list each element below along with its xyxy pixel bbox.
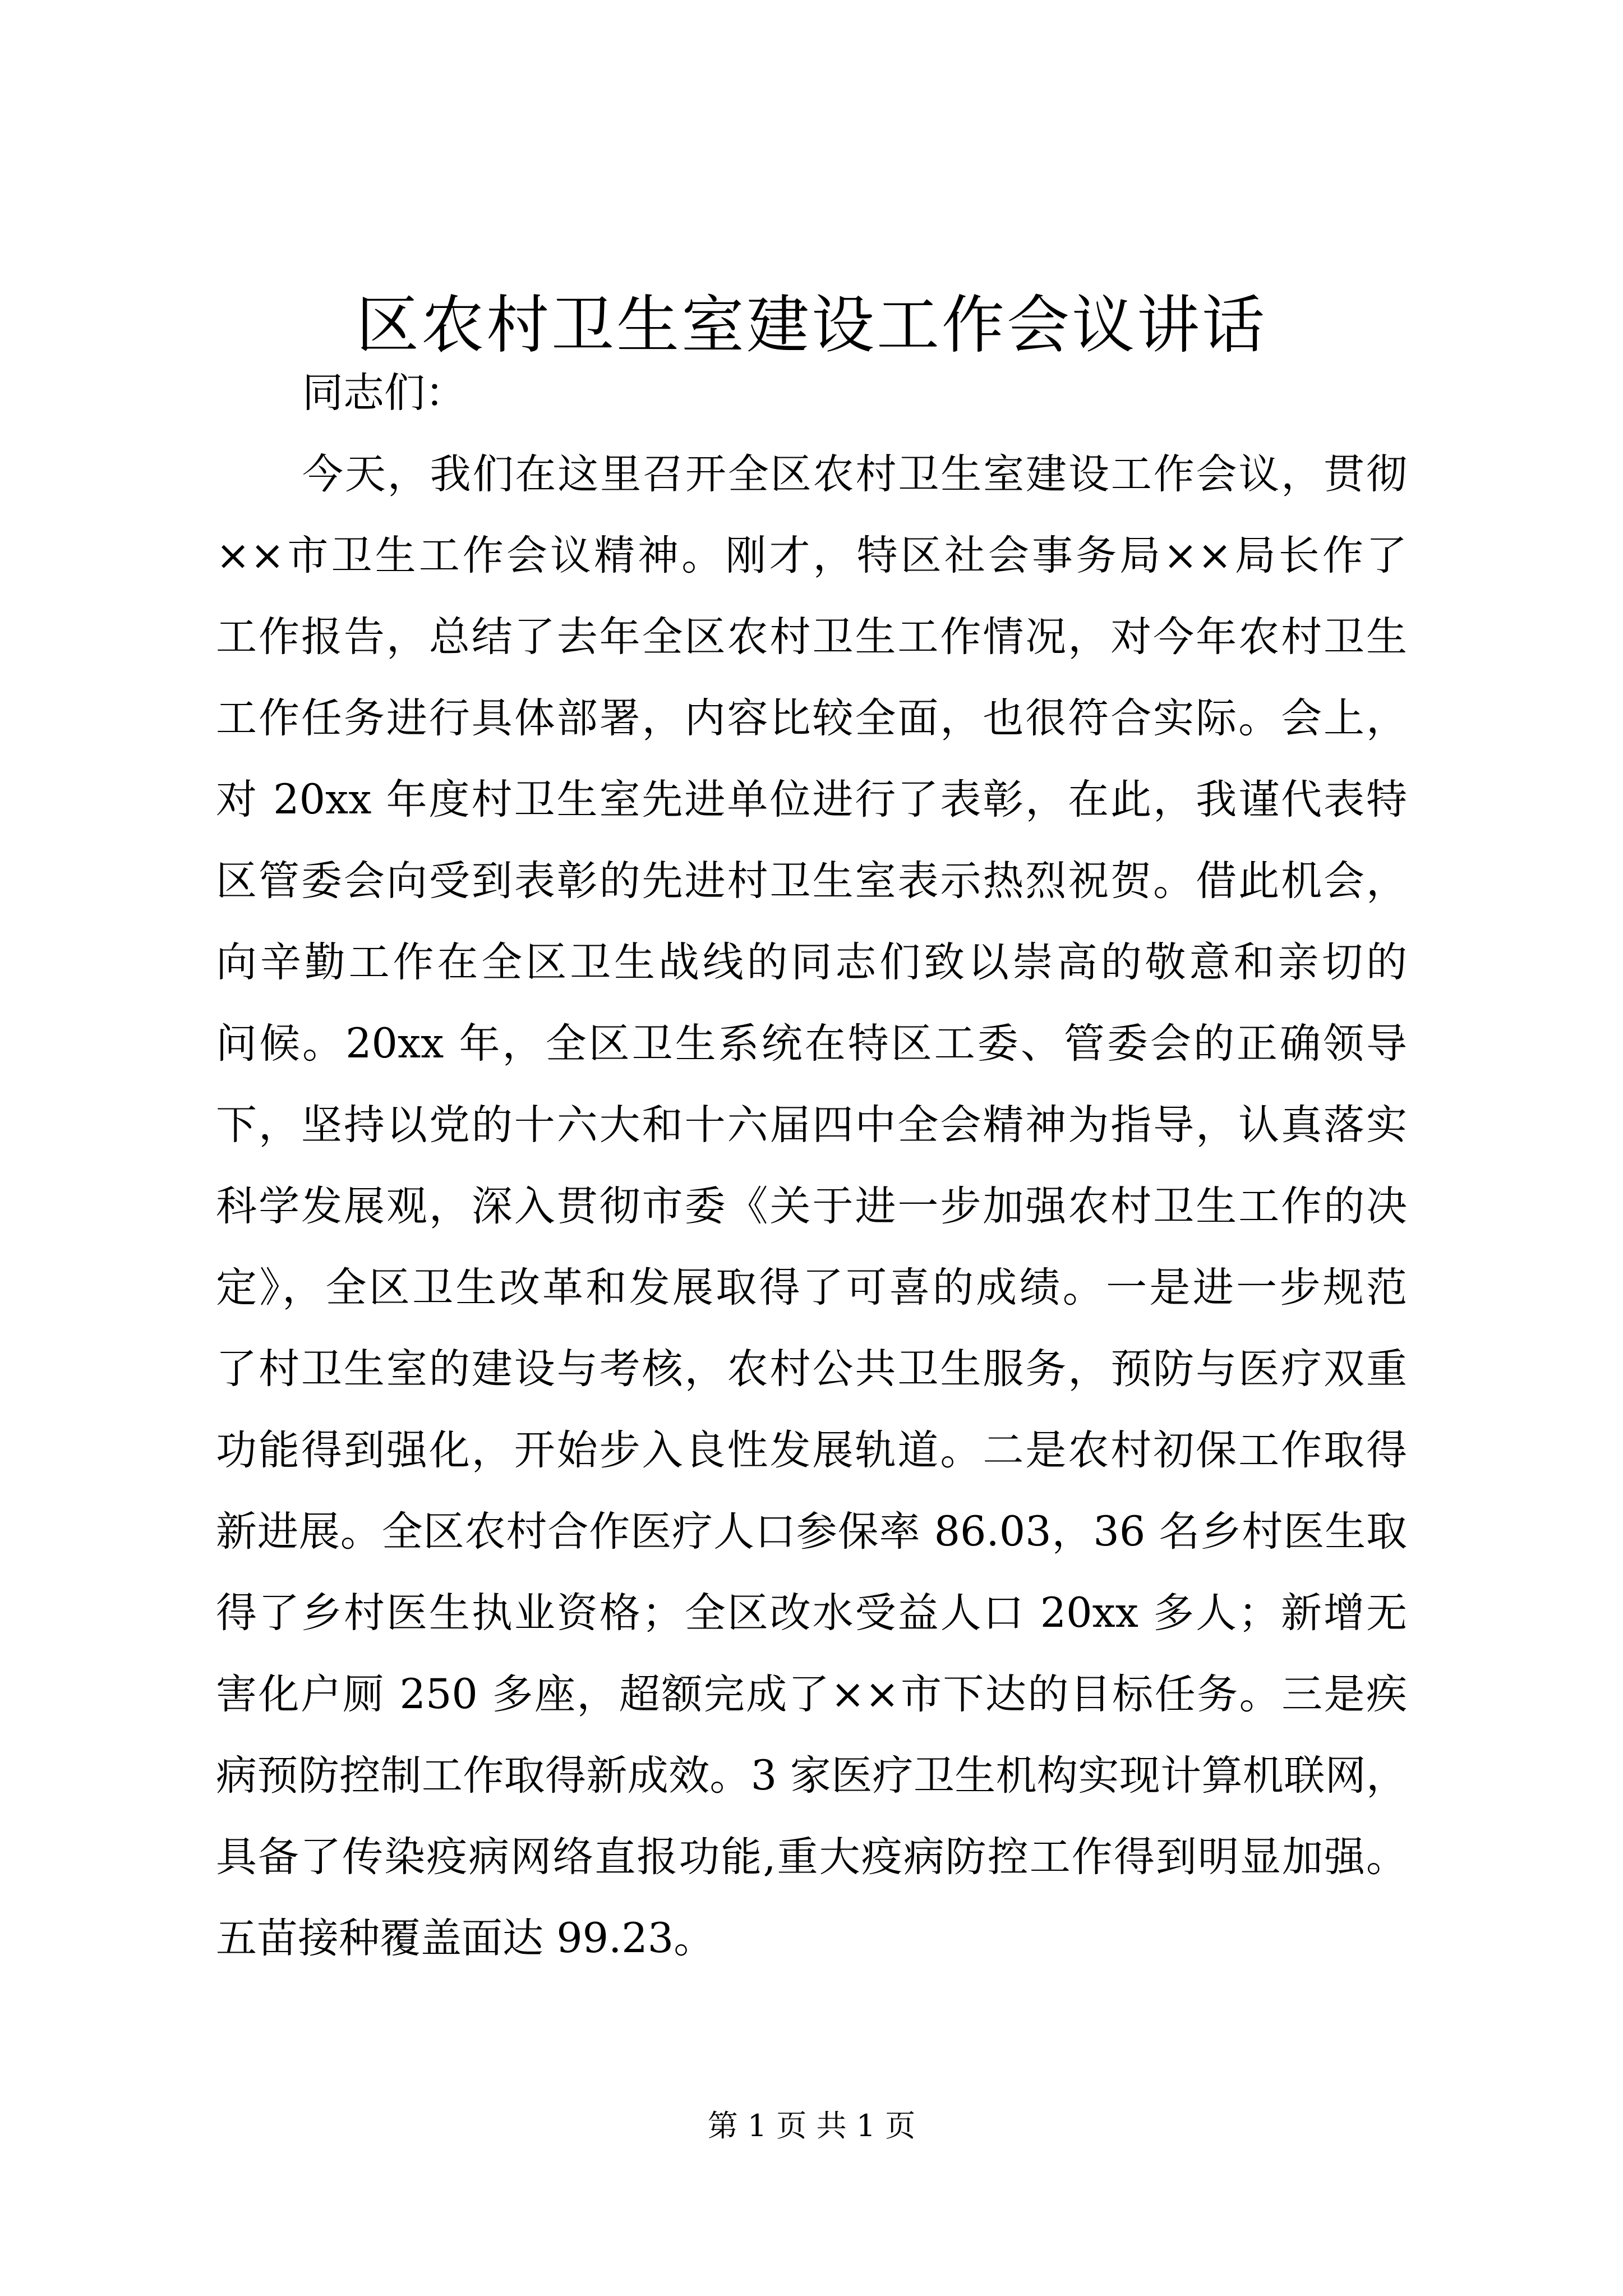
document-body xyxy=(216,352,1407,1979)
body-line: 工作报告，总结了去年全区农村卫生工作情况，对今年农村卫生 xyxy=(216,613,1407,661)
body-line: 区管委会向受到表彰的先进村卫生室表示热烈祝贺。借此机会， xyxy=(216,857,1407,905)
body-line: 对 20xx 年度村卫生室先进单位进行了表彰，在此，我谨代表特 xyxy=(216,776,1407,823)
salutation: 同志们： xyxy=(302,369,466,417)
body-line: 今天，我们在这里召开全区农村卫生室建设工作会议，贯彻 xyxy=(302,450,1407,498)
body-line: 问候。20xx 年，全区卫生系统在特区工委、管委会的正确领导 xyxy=(216,1020,1407,1068)
body-line: 病预防控制工作取得新成效。3 家医疗卫生机构实现计算机联网， xyxy=(216,1752,1407,1800)
body-line: 新进展。全区农村合作医疗人口参保率 86.03，36 名乡村医生取 xyxy=(216,1508,1407,1556)
body-line: 五苗接种覆盖面达 99.23。 xyxy=(216,1915,715,1962)
body-line: 了村卫生室的建设与考核，农村公共卫生服务，预防与医疗双重 xyxy=(216,1345,1407,1393)
page-footer: 第 1 页 共 1 页 xyxy=(707,2108,916,2143)
body-line: 功能得到强化，开始步入良性发展轨道。二是农村初保工作取得 xyxy=(216,1427,1407,1474)
body-line: ××市卫生工作会议精神。刚才，特区社会事务局××局长作了 xyxy=(216,532,1407,579)
body-line: 害化户厕 250 多座，超额完成了××市下达的目标任务。三是疾 xyxy=(216,1671,1407,1718)
body-line: 定》，全区卫生改革和发展取得了可喜的成绩。一是进一步规范 xyxy=(216,1264,1407,1312)
body-line: 具备了传染疫病网络直报功能,重大疫病防控工作得到明显加强。 xyxy=(216,1833,1408,1881)
body-line: 下，坚持以党的十六大和十六届四中全会精神为指导，认真落实 xyxy=(216,1101,1407,1149)
body-line: 向辛勤工作在全区卫生战线的同志们致以崇高的敬意和亲切的 xyxy=(216,938,1407,986)
body-line: 得了乡村医生执业资格；全区改水受益人口 20xx 多人；新增无 xyxy=(216,1589,1407,1637)
body-line: 工作任务进行具体部署，内容比较全面，也很符合实际。会上， xyxy=(216,694,1407,742)
body-line: 科学发展观，深入贯彻市委《关于进一步加强农村卫生工作的决 xyxy=(216,1182,1407,1230)
document-title: 区农村卫生室建设工作会议讲话 xyxy=(356,289,1267,362)
